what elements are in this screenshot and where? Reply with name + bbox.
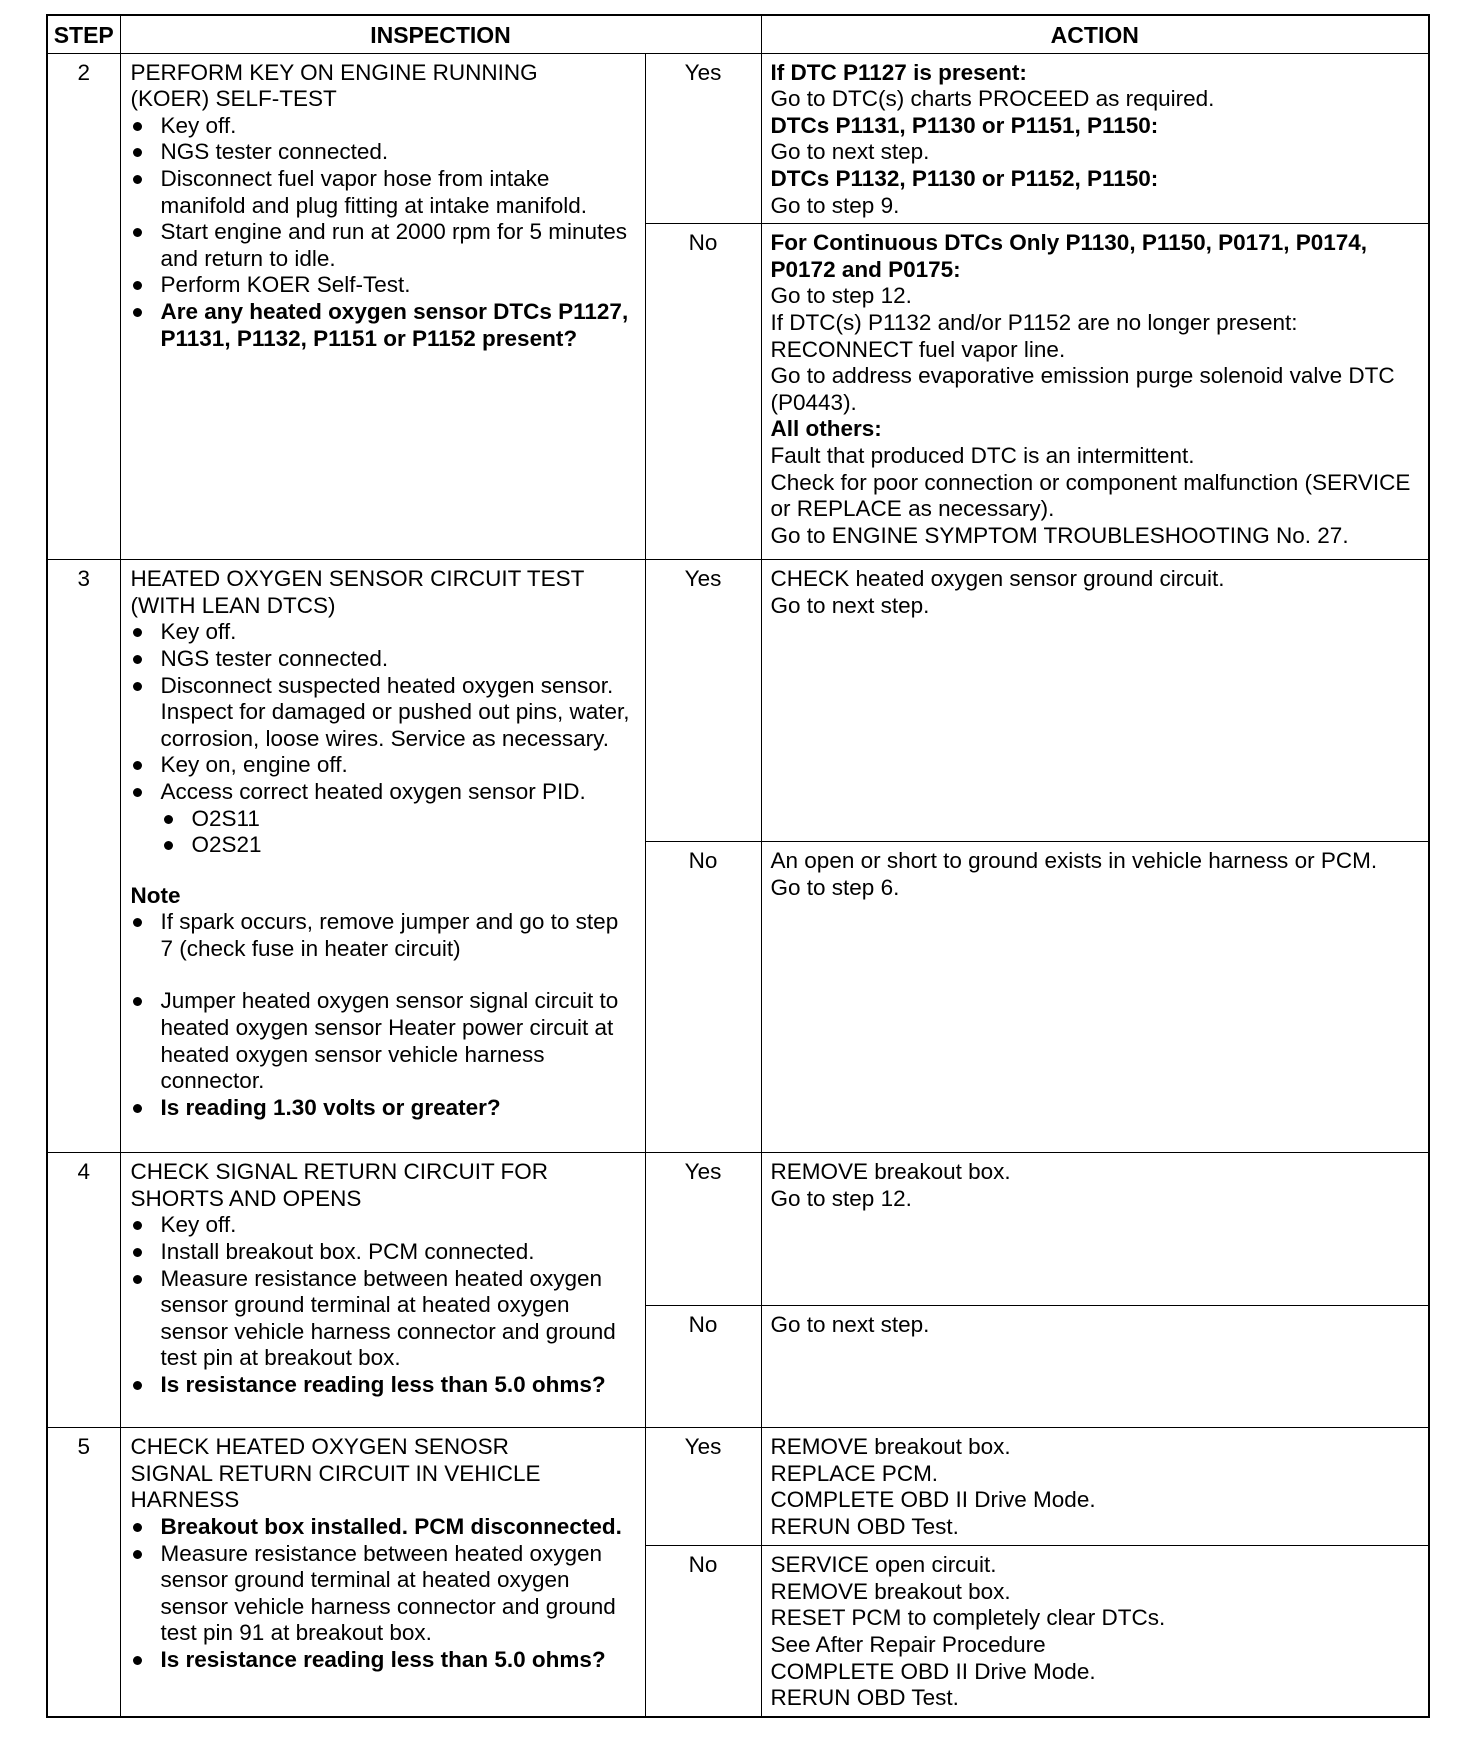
table-row — [47, 1428, 1429, 1546]
no-action: Go to next step. — [761, 1306, 1429, 1428]
bullet-icon — [133, 175, 142, 184]
list-item: Jumper heated oxygen sensor signal circuit to heated oxygen sensor Heater power circuit at heated oxygen sensor vehicle harness connector. — [131, 988, 637, 1094]
sub-list-item: O2S11 — [131, 806, 637, 833]
bullet-icon — [133, 308, 142, 317]
list-item: Disconnect fuel vapor hose from intake manifold and plug fitting at intake manifold. — [131, 166, 637, 219]
header-row — [47, 15, 1429, 53]
step-title: CHECK HEATED OXYGEN SENOSR — [130, 1434, 509, 1460]
list-item: Key on, engine off. — [131, 752, 637, 779]
bullet-icon — [133, 1523, 142, 1532]
inspection-cell — [120, 53, 645, 560]
step-title: (KOER) SELF-TEST — [130, 86, 337, 112]
sub-list-item: O2S21 — [131, 832, 637, 859]
yes-action: REMOVE breakout box. REPLACE PCM. COMPLETE OBD II Drive Mode. RERUN OBD Test. — [761, 1428, 1429, 1546]
bullet-icon — [133, 788, 142, 797]
step-number: 3 — [47, 560, 120, 1153]
bullet-icon — [133, 1221, 142, 1230]
no-label: No — [645, 224, 761, 560]
step-title: CHECK SIGNAL RETURN CIRCUIT FOR — [130, 1159, 549, 1185]
note-list — [131, 988, 637, 1121]
inspection-cell — [120, 1153, 645, 1428]
question-item: Is reading 1.30 volts or greater? — [131, 1095, 637, 1122]
bullet-icon — [133, 761, 142, 770]
list-item: If spark occurs, remove jumper and go to step 7 (check fuse in heater circuit) — [131, 909, 637, 962]
question-item: Are any heated oxygen sensor DTCs P1127, P1131, P1132, P1151 or P1152 present? — [131, 299, 637, 352]
table-row — [47, 1153, 1429, 1306]
yes-action: If DTC P1127 is present: Go to DTC(s) charts PROCEED as required. DTCs P1131, P1130 or P1151, P1150: Go to next step. DTCs P1132, P1130 or P1152, P1150: Go to step 9. — [761, 53, 1429, 224]
bullet-list — [131, 113, 637, 352]
list-item: Key off. — [131, 1212, 637, 1239]
action-header: ACTION — [761, 15, 1429, 53]
bullet-icon — [133, 628, 142, 637]
list-item: Measure resistance between heated oxygen sensor ground terminal at heated oxygen sensor vehicle harness connector and ground test pin at breakout box. — [131, 1266, 637, 1372]
step-number: 5 — [47, 1428, 120, 1717]
step-title: HEATED OXYGEN SENSOR CIRCUIT TEST — [130, 566, 585, 592]
yes-label: Yes — [645, 53, 761, 224]
question-item: Is resistance reading less than 5.0 ohms? — [131, 1647, 637, 1674]
no-action: SERVICE open circuit. REMOVE breakout box. RESET PCM to completely clear DTCs. See After Repair Procedure COMPLETE OBD II Drive Mode. RERUN OBD Test. — [761, 1546, 1429, 1717]
inspection-cell — [120, 1428, 645, 1717]
step-header: STEP — [47, 15, 120, 53]
step-number: 4 — [47, 1153, 120, 1428]
no-action: For Continuous DTCs Only P1130, P1150, P0171, P0174, P0172 and P0175: Go to step 12. If DTC(s) P1132 and/or P1152 are no longer present: RECONNECT fuel vapor line. Go to address evaporative emission purge solenoid valve DTC (P0443). All others: Fault that produced DTC is an intermittent. Check for poor connection or component malfunction (SERVICE or REPLACE as necessary). Go to ENGINE SYMPTOM TROUBLESHOOTING No. 27. — [761, 224, 1429, 560]
list-item: Access correct heated oxygen sensor PID. — [131, 779, 637, 806]
bullet-icon — [164, 815, 173, 824]
bullet-icon — [133, 1656, 142, 1665]
list-item: Install breakout box. PCM connected. — [131, 1239, 637, 1266]
step-title: PERFORM KEY ON ENGINE RUNNING — [130, 59, 538, 85]
yes-label: Yes — [645, 1153, 761, 1306]
yes-label: Yes — [645, 1428, 761, 1546]
bullet-icon — [133, 918, 142, 927]
bullet-icon — [133, 682, 142, 691]
bullet-icon — [133, 1275, 142, 1284]
diagnostic-table — [46, 14, 1430, 1718]
list-item: Key off. — [131, 113, 637, 140]
list-item: Breakout box installed. PCM disconnected. — [131, 1514, 637, 1541]
yes-action: REMOVE breakout box. Go to step 12. — [761, 1153, 1429, 1306]
table-row — [47, 53, 1429, 224]
bullet-list — [131, 1514, 637, 1674]
list-item: Perform KOER Self-Test. — [131, 272, 637, 299]
list-item: Key off. — [131, 619, 637, 646]
bullet-icon — [133, 1381, 142, 1390]
no-label: No — [645, 842, 761, 1153]
note-list — [131, 909, 637, 962]
list-item: Disconnect suspected heated oxygen sensor. Inspect for damaged or pushed out pins, water, corrosion, loose wires. Service as necessary. — [131, 673, 637, 753]
step-number: 2 — [47, 53, 120, 560]
no-action: An open or short to ground exists in vehicle harness or PCM. Go to step 6. — [761, 842, 1429, 1153]
list-item: NGS tester connected. — [131, 139, 637, 166]
no-label: No — [645, 1546, 761, 1717]
procedure-page — [46, 14, 1428, 1718]
step-title: SHORTS AND OPENS — [130, 1185, 362, 1211]
inspection-header: INSPECTION — [120, 15, 761, 53]
step-title: SIGNAL RETURN CIRCUIT IN VEHICLE — [130, 1460, 541, 1486]
question-item: Is resistance reading less than 5.0 ohms? — [131, 1372, 637, 1399]
step-title: (WITH LEAN DTCS) — [130, 592, 336, 618]
bullet-icon — [133, 1104, 142, 1113]
bullet-icon — [133, 148, 142, 157]
step-title: HARNESS — [130, 1487, 240, 1513]
bullet-icon — [164, 841, 173, 850]
yes-label: Yes — [645, 560, 761, 842]
list-item: Measure resistance between heated oxygen sensor ground terminal at heated oxygen sensor vehicle harness connector and ground test pin 91 at breakout box. — [131, 1541, 637, 1647]
bullet-icon — [133, 122, 142, 131]
bullet-list — [131, 1212, 637, 1398]
bullet-icon — [133, 1550, 142, 1559]
bullet-icon — [133, 281, 142, 290]
bullet-icon — [133, 1248, 142, 1257]
bullet-icon — [133, 655, 142, 664]
bullet-icon — [133, 997, 142, 1006]
yes-action: CHECK heated oxygen sensor ground circuit. Go to next step. — [761, 560, 1429, 842]
list-item: Start engine and run at 2000 rpm for 5 minutes and return to idle. — [131, 219, 637, 272]
inspection-cell — [120, 560, 645, 1153]
no-label: No — [645, 1306, 761, 1428]
bullet-list — [131, 619, 637, 858]
table-row — [47, 560, 1429, 842]
bullet-icon — [133, 228, 142, 237]
list-item: NGS tester connected. — [131, 646, 637, 673]
note-label: Note — [130, 882, 181, 908]
